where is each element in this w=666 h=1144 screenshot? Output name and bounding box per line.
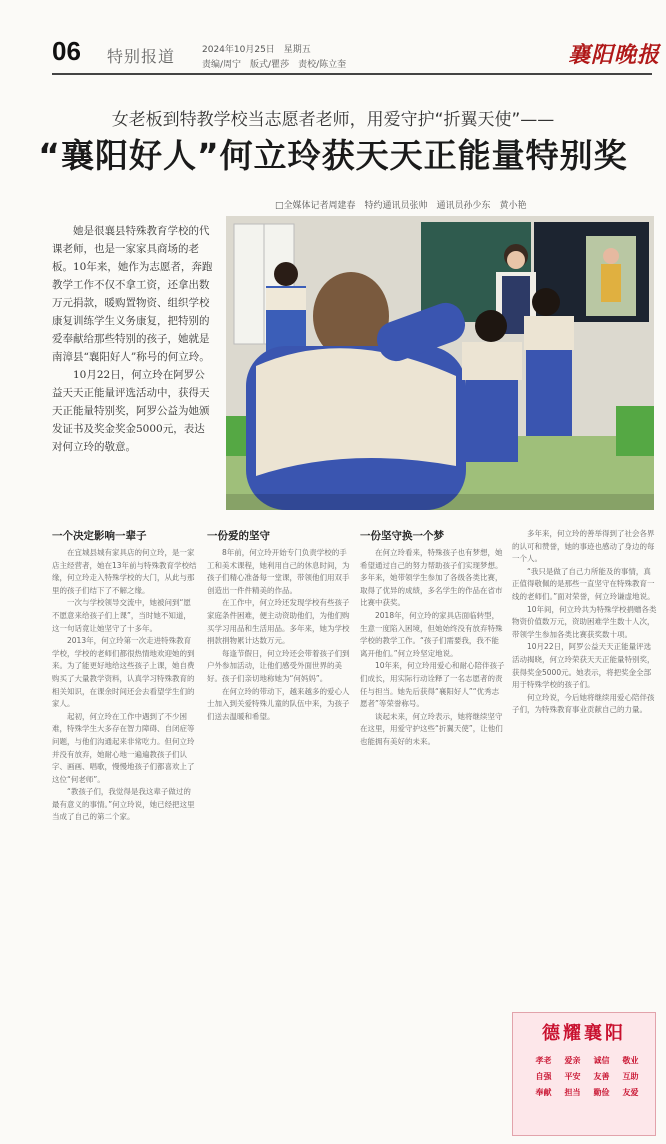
promo-item: 爱亲 [564,1056,581,1065]
promo-item: 友爱 [622,1088,639,1097]
body-column-3 [360,528,506,1138]
column-paragraph: 2018年，何立玲的家具店面临转型，生意一度陷入困境，但她始终没有放弃特殊学校的教学工作。“孩子们需要我，我不能离开他们。”何立玲坚定地说。 [360,610,503,658]
promo-box [512,1012,656,1136]
column-heading: 一份爱的坚守 [207,530,270,542]
column-paragraph: 在何立玲看来，特殊孩子也有梦想，她希望通过自己的努力帮助孩子们实现梦想。多年来，她带领学生参加了各级各类比赛，取得了优异的成绩，多名学生的作品在省市比赛中获奖。 [360,548,503,608]
body-column-1 [52,528,198,1138]
promo-item: 自强 [535,1072,552,1081]
column-paragraph: 8年前，何立玲开始专门负责学校的手工和美术课程，她利用自己的休息时间，为孩子们精心准备每一堂课，带领他们用双手创造出一件件精美的作品。 [207,548,350,595]
promo-item: 孝老 [535,1056,552,1065]
column-paragraph: “教孩子们，我觉得是我这辈子做过的最有意义的事情。”何立玲说，她已经把这里当成了自己的第二个家。 [52,787,195,822]
column-paragraph: 在宜城县城有家具店的何立玲，是一家店主经营者，她在13年前与特殊教育学校结缘，何立玲走入特殊学校的大门，从此与那里的孩子们结下了不解之缘。 [52,548,197,595]
promo-item: 互助 [622,1072,639,1081]
section-name: 特别报道 [107,47,176,66]
editor-line: 责编/周宁 版式/瞿莎 责校/陈立奎 [202,60,347,70]
column-paragraph: 2013年，何立玲第一次走进特殊教育学校，学校的老师们都很热情地欢迎她的到来。为了能更好地给这些孩子上课，她自费购买了大量教学资料，认真学习特殊教育的相关知识，在课余时间还会去看望学生们的家人。 [52,636,195,709]
lead-paragraph: 10月22日，何立玲在阿罗公益天天正能量评选活动中，获得天天正能量特别奖，阿罗公益为她颁发证书及奖金奖金5000元，表达对何立玲的敬意。 [52,369,210,453]
promo-item: 诚信 [593,1056,610,1065]
column-paragraph: 一次与学校领导交流中，她被问到“愿不愿意来给孩子们上课”，当时她不知道，这一句话竟让她坚守了十多年。 [52,598,191,633]
column-paragraph: 10年间，何立玲共为特殊学校捐赠各类物资价值数万元，资助困难学生数十人次，带领学生参加各类比赛获奖数十项。 [512,604,657,639]
promo-title: 德耀襄阳 [542,1023,626,1044]
header-rule [52,73,652,75]
lead-paragraph: 她是很襄县特殊教育学校的代课老师，也是一家家具商场的老板。10年来，她作为志愿者，奔跑教学工作不仅不拿工资，还拿出数万元捐款，暖购置物资、组织学校康复训练学生义务康复，把特别的爱奉献给那些特别的孩子，她就是南漳县“襄阳好人”称号的何立玲。 [52,225,213,363]
column-paragraph: 在何立玲的带动下，越来越多的爱心人士加入到关爱特殊儿童的队伍中来，为孩子们送去温暖和希望。 [207,686,350,721]
column-heading: 一个决定影响一辈子 [52,530,147,542]
newspaper-masthead: 襄阳晚报 [568,42,661,68]
promo-item: 奉献 [535,1088,552,1097]
column-paragraph: 何立玲说，今后她将继续用爱心陪伴孩子们，为特殊教育事业贡献自己的力量。 [512,692,655,715]
column-paragraph: 10年来，何立玲用爱心和耐心陪伴孩子们成长，用实际行动诠释了一名志愿者的责任与担当。她先后获得“襄阳好人”“优秀志愿者”等荣誉称号。 [360,661,505,709]
body-column-4 [512,528,658,1023]
classroom-photo-image [226,216,654,510]
column-paragraph: 多年来，何立玲的善举得到了社会各界的认可和赞誉，她的事迹也感动了身边的每一个人。 [512,529,655,564]
page-header [0,0,666,74]
column-paragraph: “我只是做了自己力所能及的事情，真正值得敬佩的是那些一直坚守在特殊教育一线的老师们。”面对荣誉，何立玲谦虚地说。 [512,566,655,601]
promo-item: 敬业 [622,1056,639,1065]
classroom-photo [226,216,654,510]
promo-item: 勤俭 [593,1088,610,1097]
promo-item: 担当 [564,1088,581,1097]
body-column-2 [207,528,353,1138]
column-paragraph: 10月22日，阿罗公益天天正能量评选活动揭晓，何立玲荣获天天正能量特别奖，获得奖金5000元。她表示，将把奖金全部用于特殊学校的孩子们。 [512,642,655,690]
promo-item: 友善 [593,1072,610,1081]
page-number: 06 [52,36,81,66]
article-byline: □全媒体记者周建春 特约通讯员张帅 通讯员孙少东 黄小艳 [275,201,527,211]
column-heading: 一份坚守换一个梦 [360,530,444,542]
article-kicker: 女老板到特教学校当志愿者老师，用爱守护“折翼天使”—— [111,110,555,130]
lead-text [52,222,215,456]
article-headline: “襄阳好人”何立玲获天天正能量特别奖 [38,136,628,175]
date-line: 2024年10月25日 星期五 [202,45,311,55]
column-paragraph: 起初，何立玲在工作中遇到了不少困难，特殊学生大多存在智力障碍、自闭症等问题，与他们沟通起来非常吃力。但何立玲并没有放弃，她耐心地一遍遍教孩子们认字、画画、唱歌，慢慢地孩子们都喜欢上了这位“何老师”。 [52,711,195,784]
promo-grid [531,1055,643,1098]
column-paragraph: 在工作中，何立玲还发现学校有些孩子家庭条件困难，便主动资助他们，为他们购买学习用品和生活用品。多年来，她为学校捐款捐物累计达数万元。 [207,598,350,646]
column-paragraph: 谈起未来，何立玲表示，她将继续坚守在这里，用爱守护这些“折翼天使”，让他们也能拥有美好的未来。 [360,711,503,746]
promo-item: 平安 [564,1072,581,1081]
column-paragraph: 每逢节假日，何立玲还会带着孩子们到户外参加活动，让他们感受外面世界的美好。孩子们亲切地称她为“何妈妈”。 [207,648,350,683]
